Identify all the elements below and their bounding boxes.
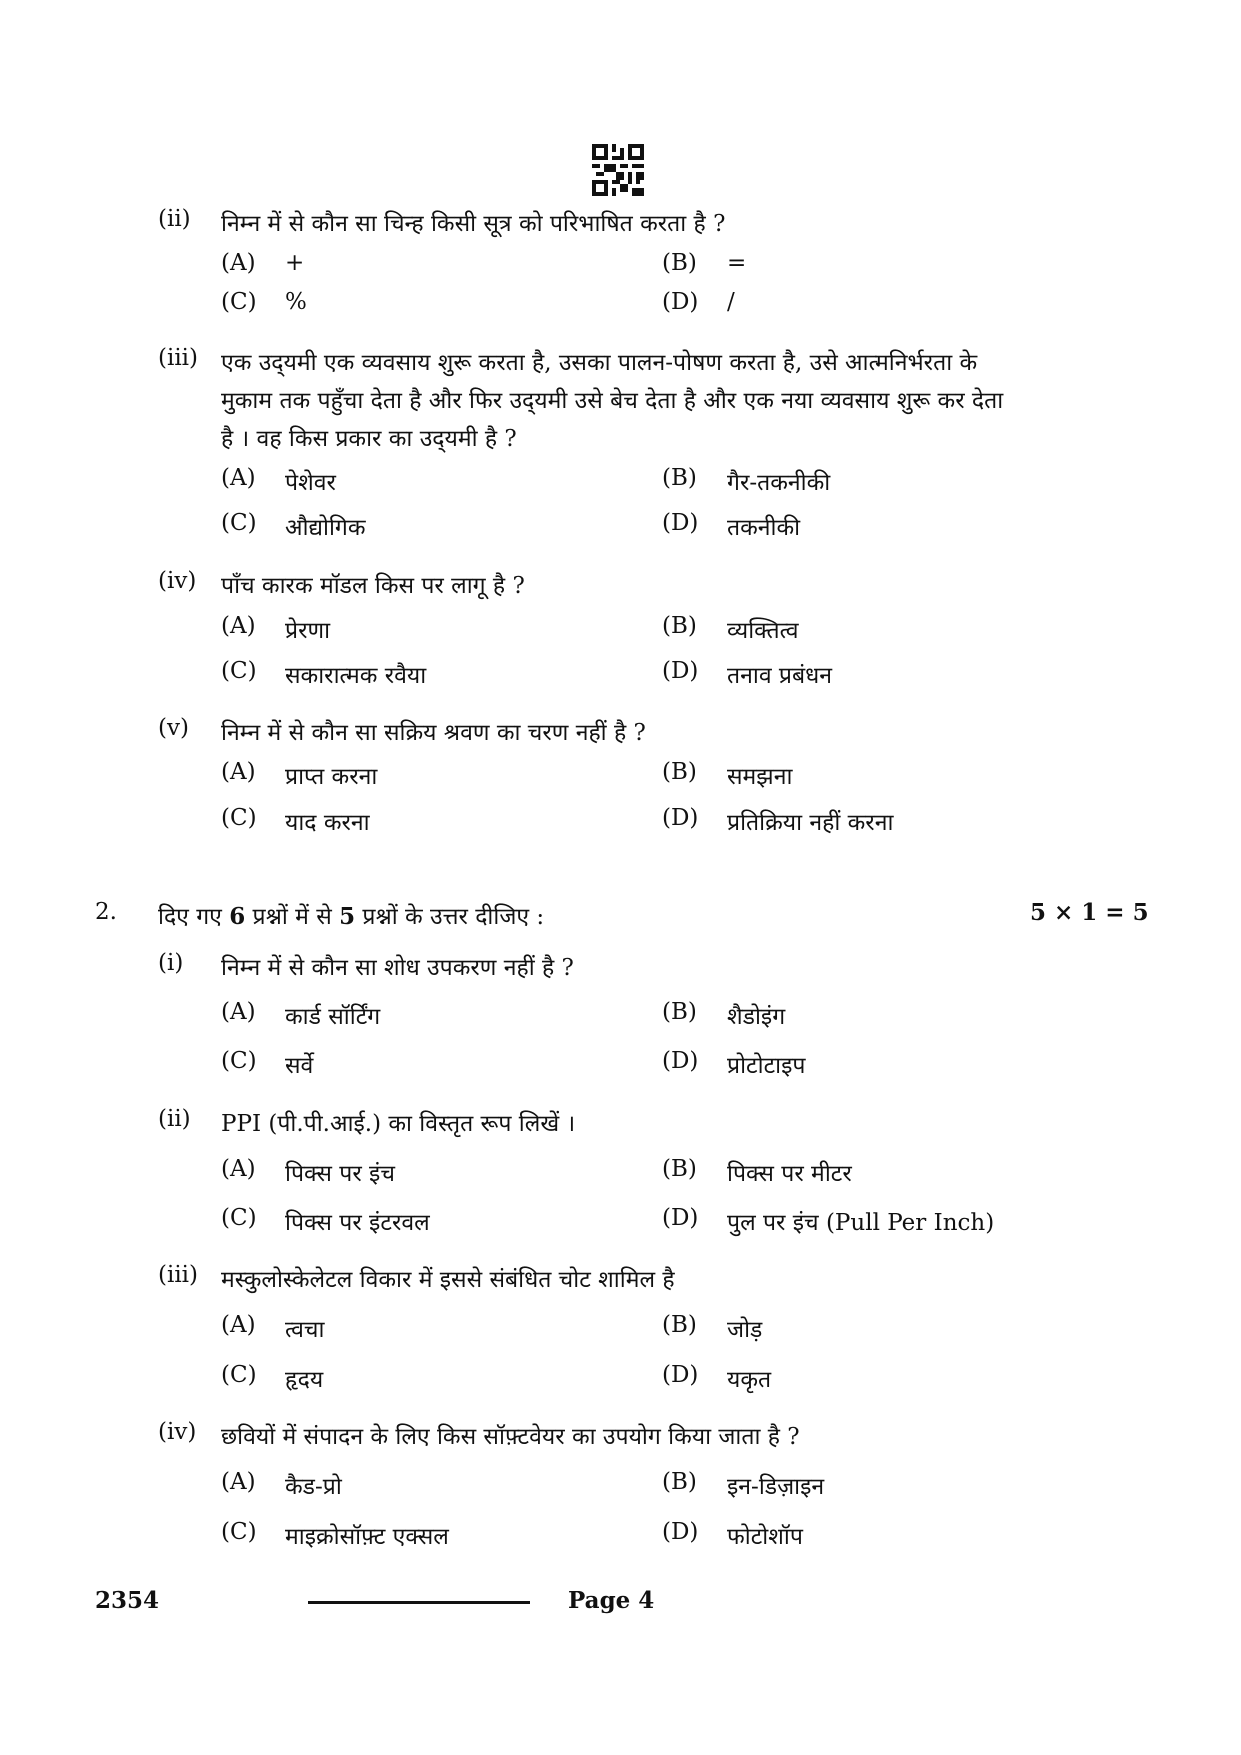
option-text: समझना xyxy=(727,764,793,790)
question-text: निम्न में से कौन सा चिन्ह किसी सूत्र को परिभाषित करता है ? xyxy=(221,211,726,237)
option-text: प्रेरणा xyxy=(285,618,331,644)
option-text: पेशेवर xyxy=(285,470,336,496)
option-text: हृदय xyxy=(285,1367,324,1393)
option-label: (B) xyxy=(662,1312,697,1338)
option-label: (B) xyxy=(662,759,697,785)
option-label: (A) xyxy=(221,1469,256,1495)
option-text: फोटोशॉप xyxy=(727,1524,803,1550)
option-text: माइक्रोसॉफ़्ट एक्सल xyxy=(285,1524,449,1550)
option-text: = xyxy=(727,250,747,276)
option-label: (D) xyxy=(662,510,699,536)
option-label: (C) xyxy=(221,805,257,831)
option-text: व्यक्तित्व xyxy=(727,618,799,644)
option-label: (D) xyxy=(662,1519,699,1545)
section-number: 2. xyxy=(95,899,117,925)
option-label: (B) xyxy=(662,613,697,639)
qr-code-icon xyxy=(592,144,644,196)
option-label: (C) xyxy=(221,289,257,315)
option-label: (D) xyxy=(662,1205,699,1231)
option-label: (C) xyxy=(221,1362,257,1388)
option-label: (B) xyxy=(662,1156,697,1182)
option-label: (D) xyxy=(662,289,699,315)
option-text: पुल पर इंच (Pull Per Inch) xyxy=(727,1210,995,1236)
option-text: सर्वे xyxy=(285,1053,314,1079)
option-label: (C) xyxy=(221,658,257,684)
question-text: निम्न में से कौन सा शोध उपकरण नहीं है ? xyxy=(221,955,574,981)
question-text: छवियों में संपादन के लिए किस सॉफ़्टवेयर का उपयोग किया जाता है ? xyxy=(221,1424,800,1450)
option-label: (D) xyxy=(662,1362,699,1388)
option-label: (C) xyxy=(221,1205,257,1231)
option-label: (A) xyxy=(221,465,256,491)
option-text: + xyxy=(285,250,305,276)
question-number: (ii) xyxy=(158,206,191,232)
option-label: (C) xyxy=(221,1048,257,1074)
option-text: / xyxy=(727,289,735,315)
option-text: प्रोटोटाइप xyxy=(727,1053,806,1079)
option-label: (D) xyxy=(662,805,699,831)
question-text: PPI (पी.पी.आई.) का विस्तृत रूप लिखें । xyxy=(221,1111,576,1137)
option-text: तनाव प्रबंधन xyxy=(727,663,833,689)
option-text: जोड़ xyxy=(727,1317,763,1343)
option-label: (D) xyxy=(662,1048,699,1074)
option-label: (B) xyxy=(662,999,697,1025)
option-label: (C) xyxy=(221,510,257,536)
option-text: पिक्स पर इंटरवल xyxy=(285,1210,430,1236)
question-number: (ii) xyxy=(158,1106,191,1132)
option-label: (B) xyxy=(662,1469,697,1495)
option-text: औद्योगिक xyxy=(285,515,366,541)
option-label: (A) xyxy=(221,1156,256,1182)
option-text: पिक्स पर मीटर xyxy=(727,1161,852,1187)
option-text: गैर-तकनीकी xyxy=(727,470,831,496)
option-text: कैड-प्रो xyxy=(285,1474,342,1500)
question-text: पाँच कारक मॉडल किस पर लागू है ? xyxy=(221,573,525,599)
option-label: (A) xyxy=(221,1312,256,1338)
question-number: (iv) xyxy=(158,1419,197,1445)
option-text: सकारात्मक रवैया xyxy=(285,663,427,689)
option-label: (A) xyxy=(221,250,256,276)
question-number: (iv) xyxy=(158,568,197,594)
question-number: (iii) xyxy=(158,345,199,371)
section-instruction: दिए गए 6 प्रश्नों में से 5 प्रश्नों के उत्तर दीजिए : xyxy=(158,903,545,930)
option-text: प्रतिक्रिया नहीं करना xyxy=(727,810,894,836)
option-text: पिक्स पर इंच xyxy=(285,1161,395,1187)
option-label: (A) xyxy=(221,613,256,639)
question-text-line-3: है । वह किस प्रकार का उद्‌यमी है ? xyxy=(221,426,517,452)
option-label: (D) xyxy=(662,658,699,684)
question-text: निम्न में से कौन सा सक्रिय श्रवण का चरण नहीं है ? xyxy=(221,720,646,746)
option-text: याद करना xyxy=(285,810,370,836)
option-text: कार्ड सॉर्टिंग xyxy=(285,1004,381,1030)
option-label: (A) xyxy=(221,999,256,1025)
question-text-line-1: एक उद्‌यमी एक व्यवसाय शुरू करता है, उसका पालन-पोषण करता है, उसे आत्मनिर्भरता के xyxy=(221,350,978,376)
option-text: % xyxy=(285,289,307,315)
question-number: (i) xyxy=(158,950,184,976)
option-text: यकृत xyxy=(727,1367,772,1393)
option-text: शैडोइंग xyxy=(727,1004,786,1030)
question-number: (v) xyxy=(158,715,189,741)
question-text-line-2: मुकाम तक पहुँचा देता है और फिर उद्‌यमी उसे बेच देता है और एक नया व्यवसाय शुरू कर देता xyxy=(221,388,1004,414)
question-text: मस्कुलोस्केलेटल विकार में इससे संबंधित चोट शामिल है xyxy=(221,1267,675,1293)
option-label: (B) xyxy=(662,250,697,276)
footer-divider xyxy=(308,1601,530,1604)
question-number: (iii) xyxy=(158,1262,199,1288)
option-text: इन-डिज़ाइन xyxy=(727,1474,825,1500)
option-text: प्राप्त करना xyxy=(285,764,378,790)
option-text: तकनीकी xyxy=(727,515,801,541)
option-text: त्वचा xyxy=(285,1317,325,1343)
option-label: (C) xyxy=(221,1519,257,1545)
page-number: Page 4 xyxy=(568,1587,655,1614)
paper-code: 2354 xyxy=(95,1587,160,1614)
option-label: (B) xyxy=(662,465,697,491)
option-label: (A) xyxy=(221,759,256,785)
section-marks: 5 × 1 = 5 xyxy=(1030,899,1149,926)
